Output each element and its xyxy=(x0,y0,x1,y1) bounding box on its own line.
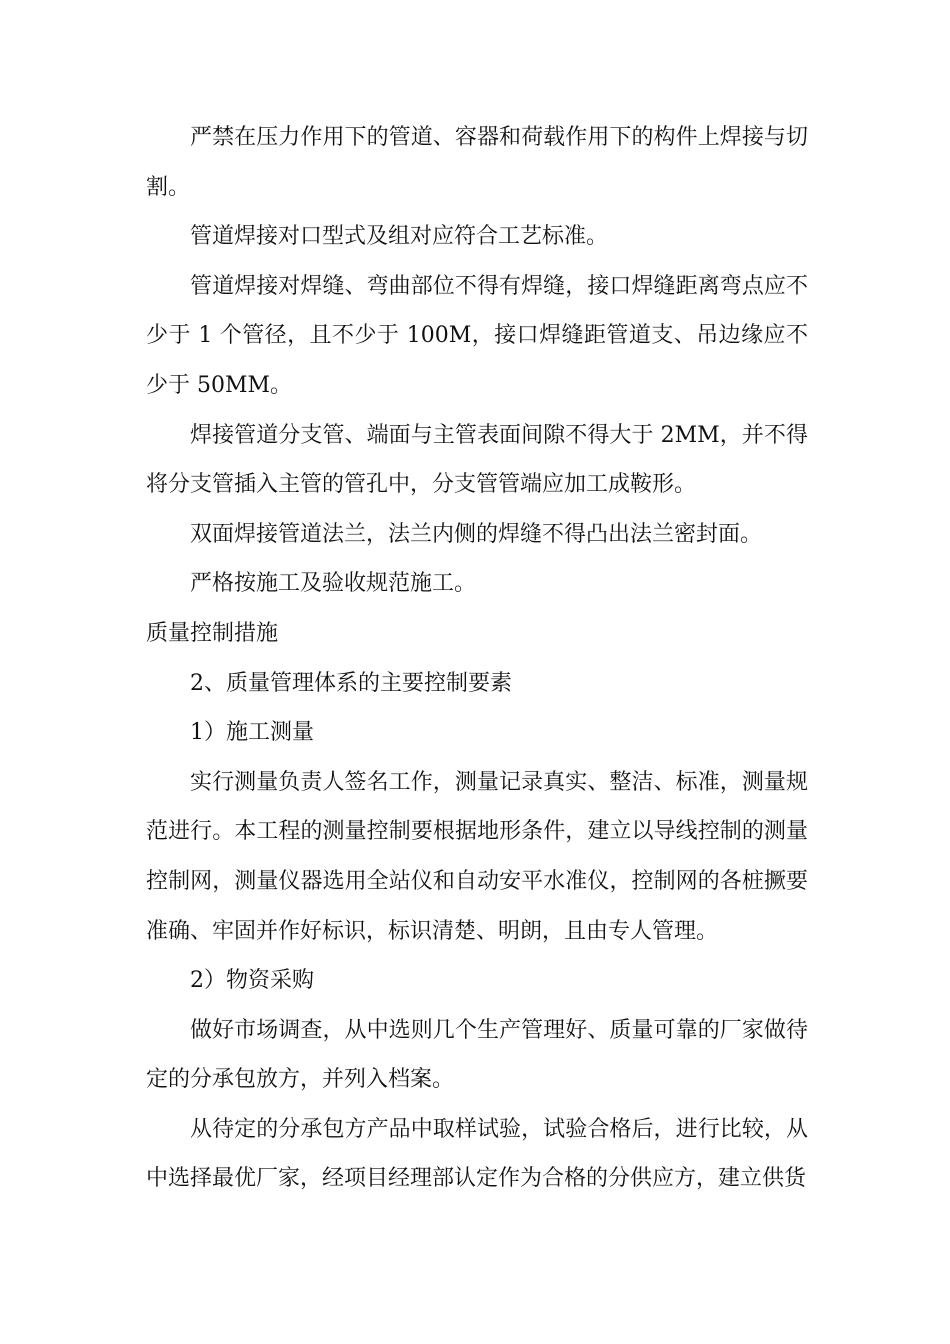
document-body xyxy=(146,113,808,1204)
paragraph-specification: 严格按施工及验收规范施工。 xyxy=(190,571,477,597)
paragraph-branch-pipe: 焊接管道分支管、端面与主管表面间隙不得大于 2MM，并不得将分支管插入主管的管孔中，分支管管端应加工成鞍形。 xyxy=(146,422,808,498)
paragraph-market-survey: 做好市场调查，从中选则几个生产管理好、质量可靠的厂家做待定的分承包放方，并列入档案。 xyxy=(146,1017,808,1093)
subheading-survey: 1）施工测量 xyxy=(190,720,314,746)
subheading-control-elements: 2、质量管理体系的主要控制要素 xyxy=(190,670,512,696)
subheading-procurement: 2）物资采购 xyxy=(190,968,314,994)
paragraph-sampling: 从待定的分承包方产品中取样试验，试验合格后，进行比较，从中选择最优厂家，经项目经理部认定作为合格的分供应方，建立供货 xyxy=(146,1116,808,1192)
paragraph-joint-type: 管道焊接对口型式及组对应符合工艺标准。 xyxy=(190,224,609,250)
paragraph-welding-prohibition: 严禁在压力作用下的管道、容器和荷载作用下的构件上焊接与切割。 xyxy=(146,125,808,200)
paragraph-survey: 实行测量负责人签名工作，测量记录真实、整洁、标准，测量规范进行。本工程的测量控制要根据地形条件，建立以导线控制的测量控制网，测量仪器选用全站仪和自动安平水准仪，控制网的各桩撅要准确、牢固并作好标识，标识清楚、明朗，且由专人管理。 xyxy=(146,769,808,944)
section-heading-quality-control: 质量控制措施 xyxy=(146,620,279,646)
paragraph-flange: 双面焊接管道法兰，法兰内侧的焊缝不得凸出法兰密封面。 xyxy=(190,521,763,547)
paragraph-weld-distance: 管道焊接对焊缝、弯曲部位不得有焊缝，接口焊缝距离弯点应不少于 1 个管径，且不少于 100M，接口焊缝距管道支、吊边缘应不少于 50MM。 xyxy=(146,273,808,398)
